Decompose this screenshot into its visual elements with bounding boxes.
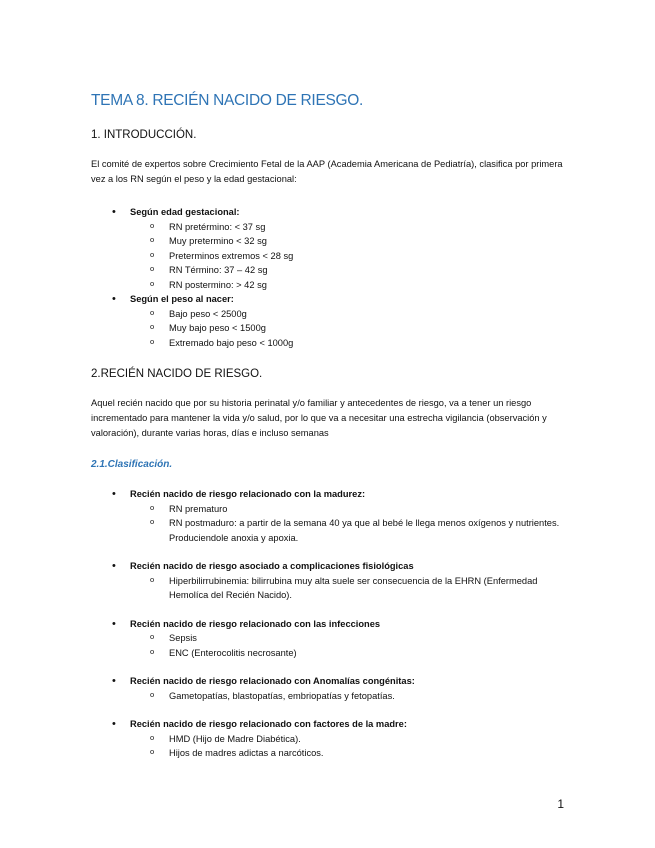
page-number: 1 [557, 797, 564, 811]
sub-list-item: o Hiperbilirrubinemia: bilirrubina muy alta suele ser consecuencia de la EHRN (Enfermedad Hemolíca del Recién Nacido). [130, 574, 571, 603]
sub-list-item: o Preterminos extremos < 28 sg [130, 249, 571, 264]
section-2-paragraph: Aquel recién nacido que por su historia perinatal y/o familiar y antecedentes de riesgo, va a tener un riesgo incrementado para mantener la vida y/o salud, por lo que va a necesitar una estrecha vigilancia (observación y valoración), durante varias horas, días e incluso semanas [91, 398, 547, 438]
group-label: Recién nacido de riesgo relacionado con la madurez: [130, 489, 366, 499]
group-label: Recién nacido de riesgo relacionado con factores de la madre: [130, 719, 407, 729]
list-item [91, 487, 571, 545]
list-item [91, 292, 571, 350]
section-2-heading: 2.RECIÉN NACIDO DE RIESGO. [91, 368, 263, 380]
sub-list [130, 631, 571, 660]
list-item [91, 559, 571, 603]
section-2-list [91, 487, 571, 761]
list-item [91, 205, 571, 292]
group-label: Recién nacido de riesgo asociado a complicaciones fisiológicas [130, 561, 414, 571]
document-page [91, 92, 571, 761]
section-1-heading: 1. INTRODUCCIÓN. [91, 129, 197, 141]
sub-list-item: o Sepsis [130, 631, 571, 646]
section-2-1-heading: 2.1.Clasificación. [91, 459, 173, 470]
section-1-paragraph: El comité de expertos sobre Crecimiento Fetal de la AAP (Academia Americana de Pediatría), clasifica por primera vez a los RN según el peso y la edad gestacional: [91, 159, 563, 184]
sub-list-item: o RN prematuro [130, 502, 571, 517]
sub-list-item: o Hijos de madres adictas a narcóticos. [130, 746, 571, 761]
sub-list [130, 502, 571, 546]
list-item [91, 717, 571, 761]
sub-list-item: o Gametopatías, blastopatías, embriopatías y fetopatías. [130, 689, 571, 704]
sub-list [130, 307, 571, 351]
group-label: Según edad gestacional: [130, 207, 240, 217]
group-label: Recién nacido de riesgo relacionado con Anomalías congénitas: [130, 676, 415, 686]
sub-list-item: o Bajo peso < 2500g [130, 307, 571, 322]
sub-list [130, 732, 571, 761]
sub-list-item: o RN postmaduro: a partir de la semana 40 ya que al bebé le llega menos oxígenos y nutrientes. Produciendole anoxia y apoxia. [130, 516, 571, 545]
list-item [91, 617, 571, 661]
sub-list-item: o ENC (Enterocolitis necrosante) [130, 646, 571, 661]
sub-list-item: o RN pretérmino: < 37 sg [130, 220, 571, 235]
sub-list [130, 574, 571, 603]
sub-list-item: o Muy bajo peso < 1500g [130, 321, 571, 336]
sub-list-item: o HMD (Hijo de Madre Diabética). [130, 732, 571, 747]
page-title: TEMA 8. RECIÉN NACIDO DE RIESGO. [91, 92, 364, 109]
group-label: Recién nacido de riesgo relacionado con las infecciones [130, 618, 381, 629]
sub-list-item: o RN Término: 37 – 42 sg [130, 263, 571, 278]
sub-list-item: o RN postermino: > 42 sg [130, 278, 571, 293]
group-label: Según el peso al nacer: [130, 294, 234, 304]
section-1-list [91, 205, 571, 350]
sub-list [130, 220, 571, 293]
sub-list-item: o Muy pretermino < 32 sg [130, 234, 571, 249]
sub-list [130, 689, 571, 704]
list-item [91, 674, 571, 703]
sub-list-item: o Extremado bajo peso < 1000g [130, 336, 571, 351]
